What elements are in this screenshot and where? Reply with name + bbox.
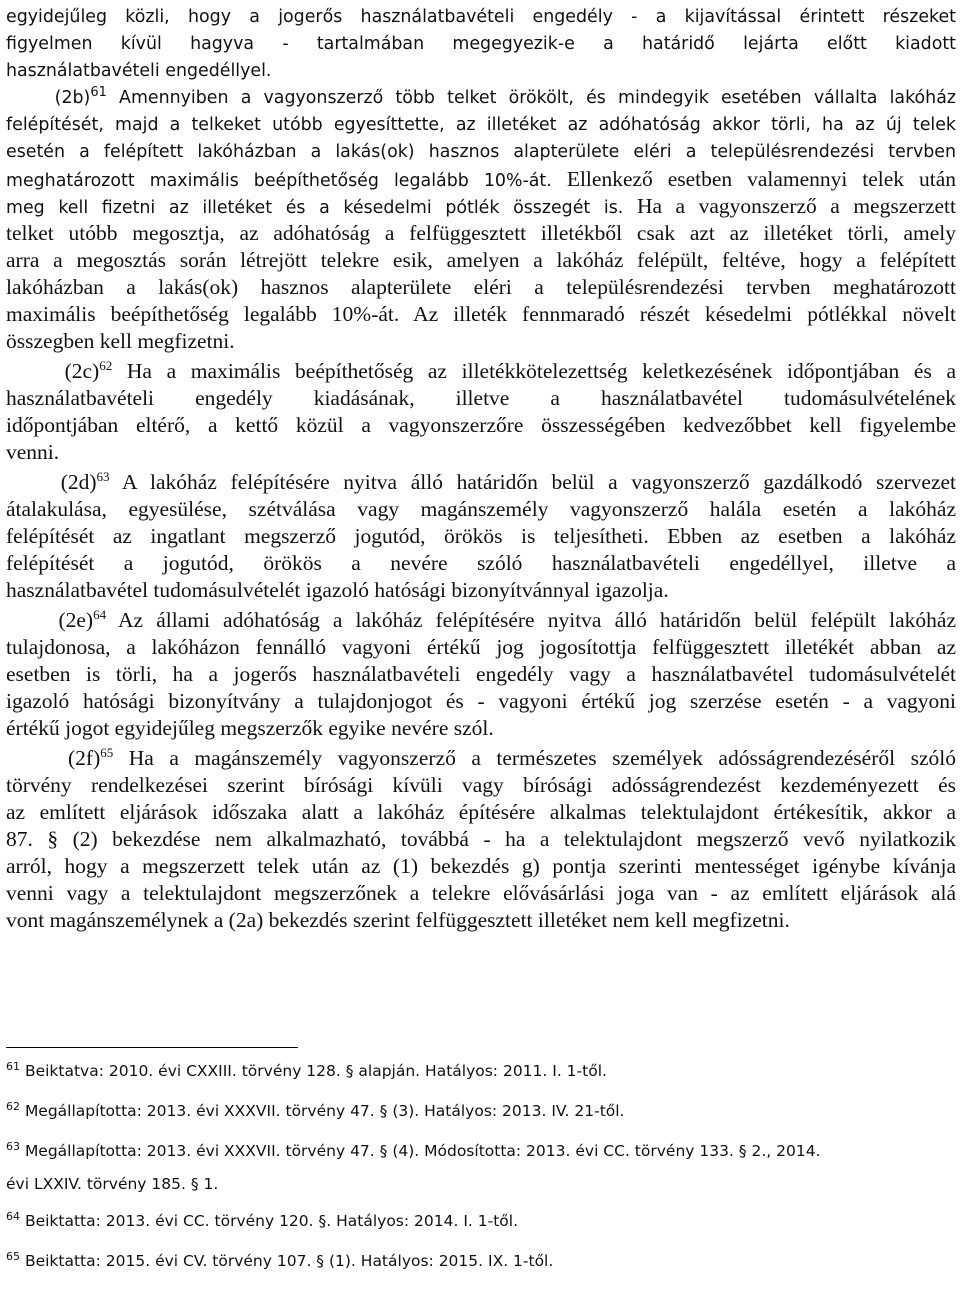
text-run: felépítését a jogutód, örökös a nevére szóló használatbavételi engedéllyel, illetve a [6,551,956,575]
text-line [6,85,956,112]
text-run: (2c) [6,359,100,383]
text-line [6,496,956,523]
text-run: (2e) [6,608,94,632]
text-line [6,772,956,799]
text-run: (2b) [6,88,91,108]
text-line [6,577,956,604]
text-line [6,634,956,661]
text-line [6,826,956,853]
footnote-line [6,1135,956,1168]
text-run: maximális beépíthetőség legalább 10%-át. Az illeték fennmaradó részét késedelmi pótlékkal növelt [6,302,956,326]
text-line [6,880,956,907]
footnote-line [6,1205,956,1238]
footnote-number: 64 [6,1209,20,1223]
footnote-number: 62 [6,1099,20,1113]
text-line [6,247,956,274]
text-line [6,412,956,439]
text-line [6,661,956,688]
footnote-line [6,1168,956,1201]
text-line [6,607,956,634]
text-run: törvény rendelkezései szerint bírósági kívüli vagy bírósági adósságrendezést kezdeményezett és [6,773,956,797]
text-run: (2f) [6,746,101,770]
text-line [6,907,956,934]
text-line [6,799,956,826]
text-run: lakóházban a lakás(ok) hasznos alapterülete eléri a településrendezési tervben meghatározott [6,275,956,299]
text-line [6,58,956,85]
text-run: telket utóbb megosztja, az adóhatóság a felfüggesztett illetékből csak azt az illetéket törli, amely [6,221,956,245]
footnote-text: Beiktatva: 2010. évi CXXIII. törvény 128. § alapján. Hatályos: 2011. I. 1-től. [24,1062,607,1080]
footnote-number: 63 [6,1139,20,1153]
text-line [6,274,956,301]
text-run: 87. § (2) bekezdése nem alkalmazható, továbbá - ha a telektulajdont megszerző vevő nyilatkozik [6,827,956,851]
footnote-separator [6,1047,298,1048]
footnote-line [6,1055,956,1088]
footnote-line [6,1095,956,1128]
text-run: figyelmen kívül hagyva - tartalmában megegyezik-e a határidő lejárta előtt kiadott [6,34,956,54]
text-line [6,550,956,577]
footnote-reference[interactable]: 65 [100,745,114,760]
text-line [6,139,956,166]
text-run: időpontjában eltérő, a kettő közül a vagyonszerzőre összességében kedvezőbbet kell figyelembe [6,413,956,437]
text-line [6,439,956,466]
footnote-reference[interactable]: 62 [99,358,113,373]
footnote-text: Beiktatta: 2013. évi CC. törvény 120. §. Hatályos: 2014. I. 1-től. [24,1212,519,1230]
text-run: tulajdonosa, a lakóházon fennálló vagyoni értékű jog jogosítottja felfüggesztett illetékét abban az [6,635,956,659]
footnote-line [6,1245,956,1278]
footnote-text: Megállapította: 2013. évi XXXVII. törvény 47. § (4). Módosította: 2013. évi CC. törvény 133. § 2., 2014. [24,1142,821,1160]
text-run: használatbavételi engedély kiadásának, illetve a használatbavétel tudomásulvételének [6,386,956,410]
text-run: meg kell fizetni az illetéket és a késedelmi pótlék összegét is. [6,198,637,218]
text-run: A lakóház felépítésére nyitva álló határidőn belül a vagyonszerző gazdálkodó szervezet [109,470,956,494]
text-run: felépítését, majd a telkeket utóbb egyesíttette, az illetéket az adóhatóság akkor törli, ha az új telek [6,115,956,135]
text-line [6,328,956,355]
footnote-reference[interactable]: 64 [93,607,107,622]
text-line [6,853,956,880]
text-run: felépítését az ingatlant megszerző jogutód, örökös is teljesítheti. Ebben az esetben a lakóház [6,524,956,548]
text-run: igazoló hatósági bizonyítvány a tulajdonjogot és - vagyoni értékű jog szerzése esetén - a vagyoni [6,689,956,713]
text-line [6,358,956,385]
text-run: Ha a magánszemély vagyonszerző a természetes személyek adósságrendezéséről szóló [113,746,956,770]
footnote-reference[interactable]: 61 [90,85,107,101]
text-line [6,745,956,772]
text-run: vont magánszemélynek a (2a) bekezdés szerint felfüggesztett illetéket nem kell megfizetni. [6,908,790,932]
text-run: Ha a maximális beépíthetőség az illetékkötelezettség keletkezésének időpontjában és a [112,359,956,383]
text-run: Amennyiben a vagyonszerző több telket örökölt, és mindegyik esetében vállalta lakóház [106,88,956,108]
text-run: használatbavétel tudomásulvételét igazoló hatósági bizonyítvánnyal igazolja. [6,578,669,602]
text-run: Ellenkező esetben valamennyi telek után [566,167,956,191]
text-run: arról, hogy a megszerzett telek után az (1) bekezdés g) pontja szerinti mentességet igénybe kívánja [6,854,956,878]
text-line [6,301,956,328]
text-run: átalakulása, egyesülése, szétválása vagy magánszemély vagyonszerző halála esetén a lakóház [6,497,956,521]
text-run: venni vagy a telektulajdont megszerzőnek a telekre elővásárlási joga van - az említett eljárások alá [6,881,956,905]
text-run: összegben kell megfizetni. [6,329,235,353]
text-run: esetén a felépített lakóházban a lakás(ok) hasznos alapterülete eléri a településrendezési tervben [6,142,956,162]
text-line [6,523,956,550]
text-run: esetben is törli, ha a jogerős használatbavételi engedély vagy a használatbavétel tudomásulvételét [6,662,956,686]
text-line [6,688,956,715]
text-line [6,166,956,193]
text-run: értékű jogot egyidejűleg megszerzők egyike nevére szól. [6,716,494,740]
text-run: (2d) [6,470,97,494]
footnote-reference[interactable]: 63 [96,469,110,484]
text-line [6,4,956,31]
text-line [6,193,956,220]
text-run: egyidejűleg közli, hogy a jogerős használatbavételi engedély - a kijavítással érintett részeket [6,7,956,27]
footnote-text: Beiktatta: 2015. évi CV. törvény 107. § (1). Hatályos: 2015. IX. 1-től. [24,1252,554,1270]
text-line [6,715,956,742]
text-line [6,112,956,139]
text-run: venni. [6,440,60,464]
footnote-number: 61 [6,1059,20,1073]
footnote-text: Megállapította: 2013. évi XXXVII. törvény 47. § (3). Hatályos: 2013. IV. 21-től. [24,1102,625,1120]
text-line [6,385,956,412]
text-line [6,220,956,247]
text-line [6,31,956,58]
footnote-number: 65 [6,1249,20,1263]
text-run: meghatározott maximális beépíthetőség legalább 10%-át. [6,171,567,191]
text-run: arra a megosztás során létrejött telekre esik, amelyen a lakóház felépült, feltéve, hogy a felépített [6,248,956,272]
text-run: az említett eljárások időszaka alatt a lakóház építésére alkalmas telektulajdont értékesítik, akkor a [6,800,956,824]
footnote-text: évi LXXIV. törvény 185. § 1. [6,1175,219,1193]
text-run: Az állami adóhatóság a lakóház felépítésére nyitva álló határidőn belül felépült lakóház [106,608,956,632]
text-line [6,469,956,496]
text-run: Ha a vagyonszerző a megszerzett [636,194,956,218]
text-run: használatbavételi engedéllyel. [6,61,272,81]
